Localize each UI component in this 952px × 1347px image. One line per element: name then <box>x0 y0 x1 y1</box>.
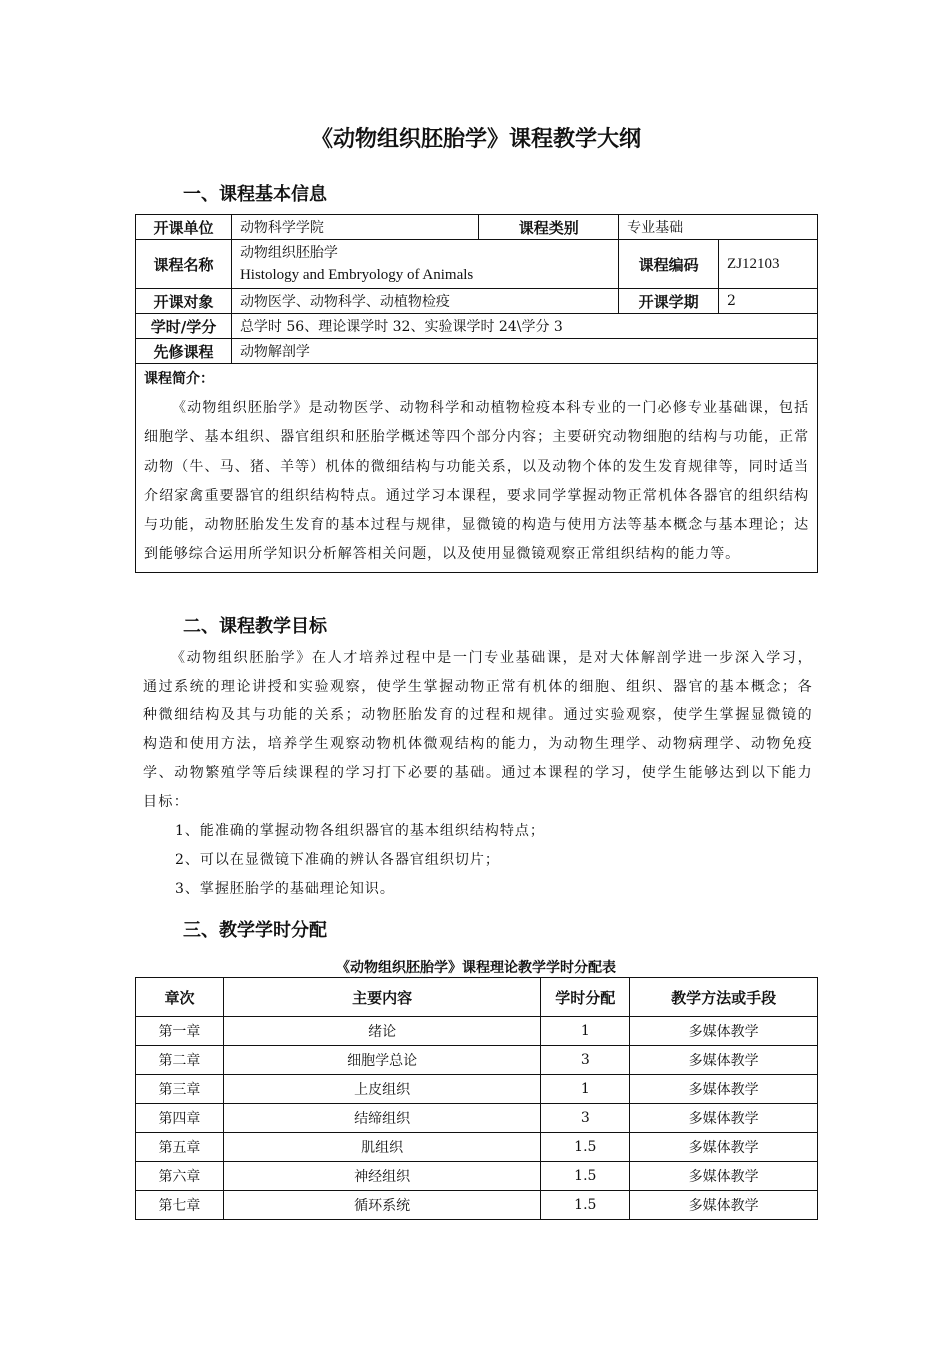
info-row-intro <box>136 364 818 573</box>
label-target: 开课对象 <box>136 289 232 314</box>
value-hours: 总学时 56、理论课学时 32、实验课学时 24\学分 3 <box>231 314 817 339</box>
value-category: 专业基础 <box>619 215 818 240</box>
value-prereq: 动物解剖学 <box>231 339 817 364</box>
objectives-paragraph: 《动物组织胚胎学》在人才培养过程中是一门专业基础课，是对大体解剖学进一步深入学习，通过系统的理论讲授和实验观察，使学生掌握动物正常有机体的细胞、组织、器官的基本概念；各种微细结构及其与功能的关系；动物胚胎发育的过程和规律。通过实验观察，使学生掌握显微镜的构造和使用方法，培养学生观察动物机体微观结构的能力，为动物生理学、动物病理学、动物免疫学、动物繁殖学等后续课程的学习打下必要的基础。通过本课程的学习，使学生能够达到以下能力目标： <box>143 650 813 810</box>
cell-content: 肌组织 <box>223 1133 540 1162</box>
cell-method: 多媒体教学 <box>630 1017 818 1046</box>
table-row <box>136 1046 818 1075</box>
cell-chapter: 第六章 <box>136 1162 224 1191</box>
column-header: 章次 <box>136 978 224 1017</box>
label-prereq: 先修课程 <box>136 339 232 364</box>
cell-content: 上皮组织 <box>223 1075 540 1104</box>
table-row <box>136 1162 818 1191</box>
cell-method: 多媒体教学 <box>630 1104 818 1133</box>
cell-hours: 3 <box>541 1104 630 1133</box>
page-title: 《动物组织胚胎学》课程教学大纲 <box>310 127 641 152</box>
cell-content: 神经组织 <box>223 1162 540 1191</box>
cell-content: 循环系统 <box>223 1191 540 1220</box>
objective-item: 2、可以在显微镜下准确的辨认各器官组织切片； <box>175 852 500 868</box>
column-header: 教学方法或手段 <box>630 978 818 1017</box>
section-heading-objectives: 二、课程教学目标 <box>183 616 327 637</box>
info-row-name <box>136 240 818 289</box>
table-row <box>136 1017 818 1046</box>
value-unit: 动物科学学院 <box>231 215 478 240</box>
column-header: 主要内容 <box>223 978 540 1017</box>
table-row <box>136 1075 818 1104</box>
intro-text: 《动物组织胚胎学》是动物医学、动物科学和动植物检疫本科专业的一门必修专业基础课，包括细胞学、基本组织、器官组织和胚胎学概述等四个部分内容；主要研究动物细胞的结构与功能，正常动物（牛、马、猪、羊等）机体的微细结构与功能关系，以及动物个体的发生发育规律等，同时适当介绍家禽重要器官的组织结构特点。通过学习本课程，要求同学掌握动物正常机体各器官的组织结构与功能，动物胚胎发生发育的基本过程与规律，显微镜的构造与使用方法等基本概念与基本理论；达到能够综合运用所学知识分析解答相关问题，以及使用显微镜观察正常组织结构的能力等。 <box>144 400 809 563</box>
intro-label: 课程简介： <box>144 371 214 387</box>
value-name <box>231 240 618 289</box>
cell-hours: 1.5 <box>541 1133 630 1162</box>
cell-content: 绪论 <box>223 1017 540 1046</box>
info-row-unit <box>136 215 818 240</box>
column-header: 学时分配 <box>541 978 630 1017</box>
cell-hours: 1.5 <box>541 1191 630 1220</box>
cell-hours: 1 <box>541 1075 630 1104</box>
cell-method: 多媒体教学 <box>630 1162 818 1191</box>
value-semester: 2 <box>719 289 818 314</box>
cell-method: 多媒体教学 <box>630 1133 818 1162</box>
cell-chapter: 第五章 <box>136 1133 224 1162</box>
table-caption: 《动物组织胚胎学》课程理论教学学时分配表 <box>336 960 616 976</box>
label-code: 课程编码 <box>619 240 719 289</box>
cell-content: 结缔组织 <box>223 1104 540 1133</box>
hours-table <box>135 977 818 1220</box>
cell-hours: 1.5 <box>541 1162 630 1191</box>
cell-method: 多媒体教学 <box>630 1191 818 1220</box>
value-target: 动物医学、动物科学、动植物检疫 <box>231 289 618 314</box>
objective-item: 3、掌握胚胎学的基础理论知识。 <box>175 881 395 897</box>
label-unit: 开课单位 <box>136 215 232 240</box>
info-row-target <box>136 289 818 314</box>
cell-content: 细胞学总论 <box>223 1046 540 1075</box>
cell-method: 多媒体教学 <box>630 1075 818 1104</box>
course-name-en: Histology and Embryology of Animals <box>239 267 474 283</box>
cell-chapter: 第二章 <box>136 1046 224 1075</box>
objective-item: 1、能准确的掌握动物各组织器官的基本组织结构特点； <box>175 823 545 839</box>
cell-chapter: 第一章 <box>136 1017 224 1046</box>
cell-chapter: 第四章 <box>136 1104 224 1133</box>
label-hours: 学时/学分 <box>136 314 232 339</box>
table-header-row <box>136 978 818 1017</box>
cell-hours: 3 <box>541 1046 630 1075</box>
table-row <box>136 1191 818 1220</box>
section-heading-basic-info: 一、课程基本信息 <box>183 184 327 205</box>
label-category: 课程类别 <box>479 215 619 240</box>
cell-hours: 1 <box>541 1017 630 1046</box>
label-name: 课程名称 <box>136 240 232 289</box>
table-row <box>136 1133 818 1162</box>
value-code: ZJ12103 <box>719 240 818 289</box>
cell-chapter: 第七章 <box>136 1191 224 1220</box>
section-heading-hours: 三、教学学时分配 <box>183 920 327 941</box>
table-row <box>136 1104 818 1133</box>
info-row-hours <box>136 314 818 339</box>
course-info-table <box>135 214 818 573</box>
course-intro <box>136 364 818 573</box>
cell-method: 多媒体教学 <box>630 1046 818 1075</box>
info-row-prereq <box>136 339 818 364</box>
course-name-cn: 动物组织胚胎学 <box>239 245 338 261</box>
objectives-text <box>143 644 813 816</box>
label-semester: 开课学期 <box>619 289 719 314</box>
cell-chapter: 第三章 <box>136 1075 224 1104</box>
